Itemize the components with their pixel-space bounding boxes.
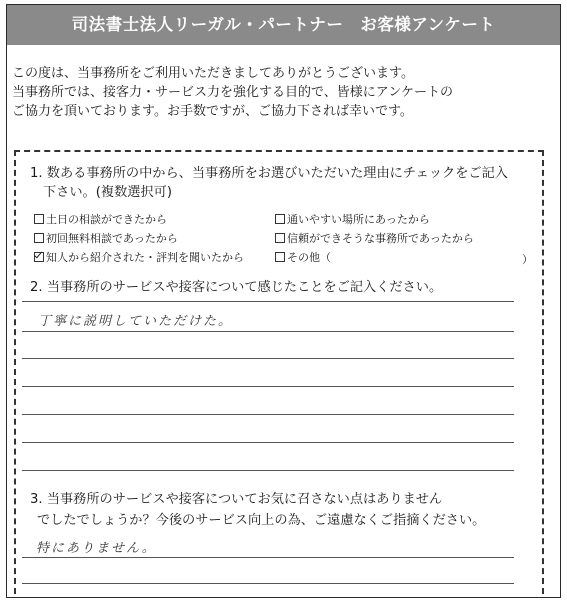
q1-option-label: 通いやすい場所にあったから <box>287 213 430 226</box>
answer-line <box>22 386 514 387</box>
q1-option-other[interactable] <box>275 251 331 265</box>
survey-title-banner: 司法書士法人リーガル・パートナー お客様アンケート <box>7 5 560 45</box>
answer-line <box>22 583 514 584</box>
checkbox-icon[interactable] <box>275 233 285 243</box>
q1-option-trustworthy[interactable] <box>275 232 474 246</box>
q1-option-location[interactable] <box>275 213 430 227</box>
checkbox-icon[interactable] <box>34 233 44 243</box>
q1-option-label: 信頼ができそうな事務所であったから <box>287 232 474 245</box>
answer-line <box>22 331 514 332</box>
q1-option-free-consult[interactable] <box>34 232 178 246</box>
answer-line <box>22 414 514 415</box>
q2-title: 2. 当事務所のサービスや接客について感じたことをご記入ください。 <box>30 280 443 295</box>
q1-option-label: 初回無料相談であったから <box>46 232 178 245</box>
checkbox-icon[interactable] <box>275 252 285 262</box>
intro-line-2: 当事務所では、接客力・サービス力を強化する目的で、皆様にアンケートの <box>12 85 453 100</box>
checkbox-icon[interactable] <box>34 214 44 224</box>
q1-title-line-1: 1. 数ある事務所の中から、当事務所をお選びいただいた理由にチェックをご記入 <box>30 166 508 181</box>
answer-line <box>22 470 514 471</box>
answer-line <box>22 557 514 558</box>
q2-handwritten-answer[interactable]: 丁寧に説明していただけた。 <box>38 314 234 329</box>
q1-option-weekend[interactable] <box>34 213 167 227</box>
q1-title-line-2: 下さい。(複数選択可) <box>43 185 172 200</box>
intro-line-1: この度は、当事務所をご利用いただきましてありがとうございます。 <box>12 66 414 81</box>
checkbox-icon[interactable] <box>275 214 285 224</box>
q1-option-label: その他（ <box>287 251 331 264</box>
intro-text <box>12 64 542 121</box>
q1-option-label: 知人から紹介された・評判を聞いたから <box>46 251 244 264</box>
answer-line <box>22 301 514 302</box>
intro-line-3: ご協力を頂いております。お手数ですが、ご協力下されば幸いです。 <box>12 104 413 119</box>
answer-line <box>22 358 514 359</box>
q1-option-label: 土日の相談ができたから <box>46 213 167 226</box>
q3-title-line-2: でしたでしょうか？今後のサービス向上の為、ご遠慮なくご指摘ください。 <box>37 513 486 528</box>
q3-handwritten-answer[interactable]: 特にありません。 <box>36 541 157 556</box>
q1-other-close-paren: ） <box>522 253 533 266</box>
q3-title-line-1: 3. 当事務所のサービスや接客についてお気に召さない点はありません <box>30 492 443 507</box>
answer-line <box>22 442 514 443</box>
checked-checkbox-icon[interactable] <box>34 252 44 262</box>
q1-option-referral[interactable] <box>34 251 244 265</box>
